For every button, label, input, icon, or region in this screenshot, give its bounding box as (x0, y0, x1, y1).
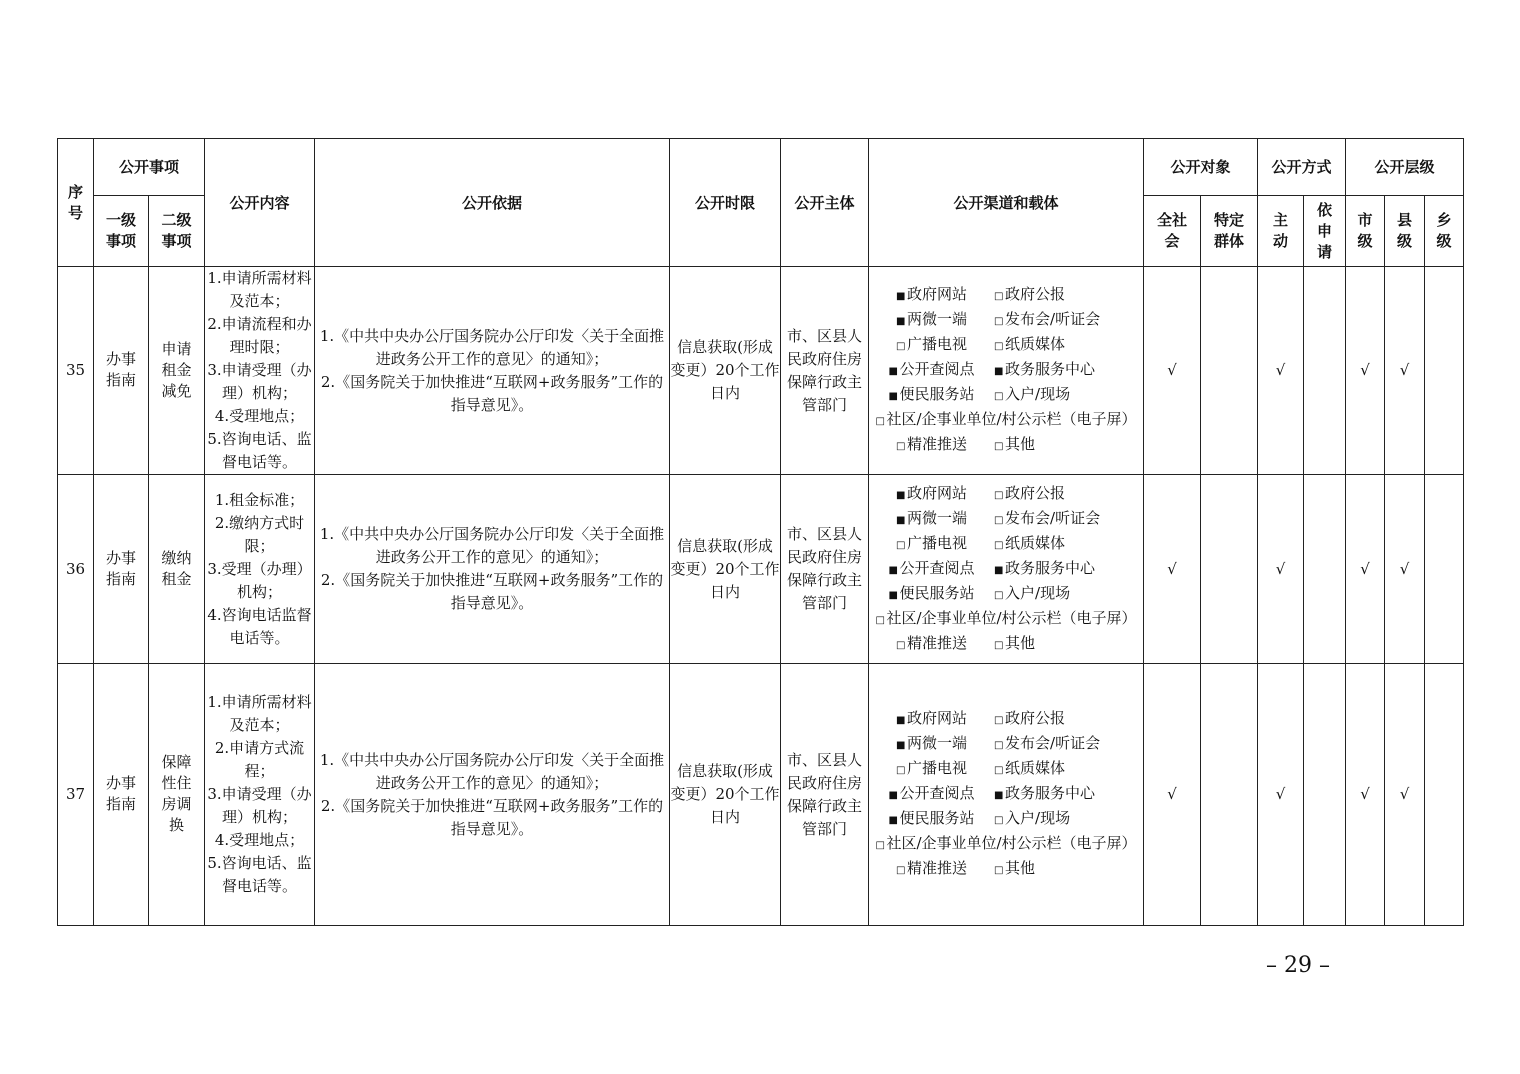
check-apply (1304, 475, 1346, 664)
unchecked-box-icon: □ (896, 341, 906, 352)
row-subject: 市、区县人民政府住房保障行政主管部门 (781, 267, 869, 475)
unchecked-box-icon: □ (994, 815, 1004, 826)
unchecked-box-icon: □ (875, 840, 885, 851)
checked-box-icon: ■ (896, 489, 906, 501)
check-town (1425, 664, 1464, 926)
basis-line: 2.《国务院关于加快推进“互联网+政务服务”工作的指导意见》。 (320, 796, 664, 838)
row-seq: 35 (58, 267, 94, 475)
header-target-group: 特定群体 (1201, 196, 1258, 267)
unchecked-box-icon: □ (994, 865, 1004, 876)
header-channel: 公开渠道和载体 (869, 139, 1144, 267)
check-all: √ (1144, 267, 1201, 475)
checked-box-icon: ■ (896, 715, 906, 726)
unchecked-box-icon: □ (994, 391, 1004, 402)
header-subject: 公开主体 (781, 139, 869, 267)
checked-box-icon: ■ (888, 564, 898, 576)
unchecked-box-icon: □ (994, 589, 1004, 601)
row-level1: 办事指南 (94, 475, 149, 664)
content-line: 5.咨询电话、监督电话等。 (207, 854, 312, 895)
header-content: 公开内容 (205, 139, 315, 267)
checked-box-icon: ■ (896, 740, 906, 751)
content-line: 1.申请所需材料及范本； (207, 269, 312, 310)
unchecked-box-icon: □ (994, 715, 1004, 726)
content-line: 2.申请方式流程； (214, 739, 305, 780)
content-line: 4.受理地点； (214, 407, 305, 425)
row-content (205, 267, 315, 475)
checked-box-icon: ■ (888, 391, 898, 402)
header-level: 公开层级 (1346, 139, 1464, 196)
checked-box-icon: ■ (994, 790, 1004, 801)
check-active: √ (1258, 664, 1304, 926)
content-line: 2.申请流程和办理时限； (207, 315, 312, 356)
unchecked-box-icon: □ (994, 316, 1004, 327)
checked-box-icon: ■ (896, 316, 906, 327)
content-line: 3.申请受理（办理）机构； (207, 785, 312, 826)
header-basis: 公开依据 (315, 139, 670, 267)
unchecked-box-icon: □ (994, 441, 1004, 452)
header-item: 公开事项 (94, 139, 205, 196)
unchecked-box-icon: □ (896, 539, 906, 551)
unchecked-box-icon: □ (994, 341, 1004, 352)
row-subject: 市、区县人民政府住房保障行政主管部门 (781, 475, 869, 664)
check-apply (1304, 267, 1346, 475)
check-city: √ (1346, 267, 1385, 475)
content-line: 4.受理地点； (214, 831, 305, 849)
basis-line: 1.《中共中央办公厅国务院办公厅印发〈关于全面推进政务公开工作的意见〉的通知》； (319, 525, 665, 566)
unchecked-box-icon: □ (875, 614, 885, 626)
row-channels: ■ 政府网站 □ 政府公报 ■ 两微一端 □ 发布会/听证会 □ 广播电视 □ 纸质媒体 ■ 公开查阅点 ■ 政务服务中心 ■ 便民服务站 □ 入户/现场 □ 社区/企事业单位/村公示栏（电子屏） □ 精准推送 □ 其他 (869, 475, 1144, 664)
row-channels: ■ 政府网站 □ 政府公报 ■ 两微一端 □ 发布会/听证会 □ 广播电视 □ 纸质媒体 ■ 公开查阅点 ■ 政务服务中心 ■ 便民服务站 □ 入户/现场 □ 社区/企事业单位/村公示栏（电子屏） □ 精准推送 □ 其他 (869, 267, 1144, 475)
row-basis (315, 267, 670, 475)
row-subject: 市、区县人民政府住房保障行政主管部门 (781, 664, 869, 926)
unchecked-box-icon: □ (994, 740, 1004, 751)
basis-line: 2.《国务院关于加快推进“互联网+政务服务”工作的指导意见》。 (320, 372, 664, 414)
check-city: √ (1346, 664, 1385, 926)
check-county: √ (1385, 664, 1425, 926)
check-all: √ (1144, 664, 1201, 926)
unchecked-box-icon: □ (896, 441, 906, 452)
checked-box-icon: ■ (896, 291, 906, 302)
check-city: √ (1346, 475, 1385, 664)
check-all: √ (1144, 475, 1201, 664)
header-seq: 序号 (58, 139, 94, 267)
table-row (58, 664, 1464, 926)
header-method-active: 主动 (1258, 196, 1304, 267)
row-level1: 办事指南 (94, 267, 149, 475)
unchecked-box-icon: □ (994, 489, 1004, 501)
content-line: 1.申请所需材料及范本； (207, 693, 312, 734)
row-level2: 申请租金减免 (149, 267, 205, 475)
row-basis (315, 475, 670, 664)
check-group (1201, 664, 1258, 926)
check-town (1425, 475, 1464, 664)
content-line: 3.申请受理（办理）机构； (207, 361, 312, 402)
check-county: √ (1385, 267, 1425, 475)
content-line: 4.咨询电话监督电话等。 (207, 605, 312, 647)
checked-box-icon: ■ (888, 589, 898, 601)
row-content (205, 475, 315, 664)
header-target-all: 全社会 (1144, 196, 1201, 267)
header-level2: 二级事项 (149, 196, 205, 267)
row-level1: 办事指南 (94, 664, 149, 926)
header-level1: 一级事项 (94, 196, 149, 267)
check-group (1201, 475, 1258, 664)
row-limit: 信息获取(形成变更）20个工作日内 (670, 267, 781, 475)
content-line: 2.缴纳方式时限； (214, 513, 305, 555)
row-basis (315, 664, 670, 926)
unchecked-box-icon: □ (896, 639, 906, 651)
basis-line: 1.《中共中央办公厅国务院办公厅印发〈关于全面推进政务公开工作的意见〉的通知》； (319, 326, 665, 368)
row-seq: 37 (58, 664, 94, 926)
check-active: √ (1258, 267, 1304, 475)
content-line: 5.咨询电话、监督电话等。 (207, 430, 312, 471)
unchecked-box-icon: □ (994, 291, 1004, 302)
unchecked-box-icon: □ (896, 865, 906, 876)
checked-box-icon: ■ (888, 790, 898, 801)
content-line: 3.受理（办理）机构； (207, 559, 312, 601)
table-row (58, 475, 1464, 664)
header-target: 公开对象 (1144, 139, 1258, 196)
content-line: 1.租金标准； (214, 490, 305, 509)
unchecked-box-icon: □ (896, 765, 906, 776)
header-method-apply: 依申请 (1304, 196, 1346, 267)
basis-line: 1.《中共中央办公厅国务院办公厅印发〈关于全面推进政务公开工作的意见〉的通知》； (319, 750, 665, 792)
checked-box-icon: ■ (888, 366, 898, 377)
row-seq: 36 (58, 475, 94, 664)
checked-box-icon: ■ (888, 815, 898, 826)
row-content (205, 664, 315, 926)
header-level-county: 县级 (1385, 196, 1425, 267)
row-limit: 信息获取(形成变更）20个工作日内 (670, 475, 781, 664)
check-county: √ (1385, 475, 1425, 664)
page-number: – 29 – (1266, 953, 1330, 978)
checked-box-icon: ■ (994, 366, 1004, 377)
check-town (1425, 267, 1464, 475)
header-method: 公开方式 (1258, 139, 1346, 196)
row-level2: 缴纳租金 (149, 475, 205, 664)
checked-box-icon: ■ (896, 514, 906, 526)
unchecked-box-icon: □ (994, 765, 1004, 776)
check-apply (1304, 664, 1346, 926)
disclosure-table (57, 138, 1464, 926)
unchecked-box-icon: □ (994, 639, 1004, 651)
unchecked-box-icon: □ (994, 514, 1004, 526)
basis-line: 2.《国务院关于加快推进“互联网+政务服务”工作的指导意见》。 (320, 571, 664, 612)
check-group (1201, 267, 1258, 475)
table-row (58, 267, 1464, 475)
row-limit: 信息获取(形成变更）20个工作日内 (670, 664, 781, 926)
header-level-city: 市级 (1346, 196, 1385, 267)
row-level2: 保障性住房调换 (149, 664, 205, 926)
unchecked-box-icon: □ (875, 416, 885, 427)
header-limit: 公开时限 (670, 139, 781, 267)
row-channels: ■ 政府网站 □ 政府公报 ■ 两微一端 □ 发布会/听证会 □ 广播电视 □ 纸质媒体 ■ 公开查阅点 ■ 政务服务中心 ■ 便民服务站 □ 入户/现场 □ 社区/企事业单位/村公示栏（电子屏） □ 精准推送 □ 其他 (869, 664, 1144, 926)
checked-box-icon: ■ (994, 564, 1004, 576)
unchecked-box-icon: □ (994, 539, 1004, 551)
check-active: √ (1258, 475, 1304, 664)
header-level-town: 乡级 (1425, 196, 1464, 267)
